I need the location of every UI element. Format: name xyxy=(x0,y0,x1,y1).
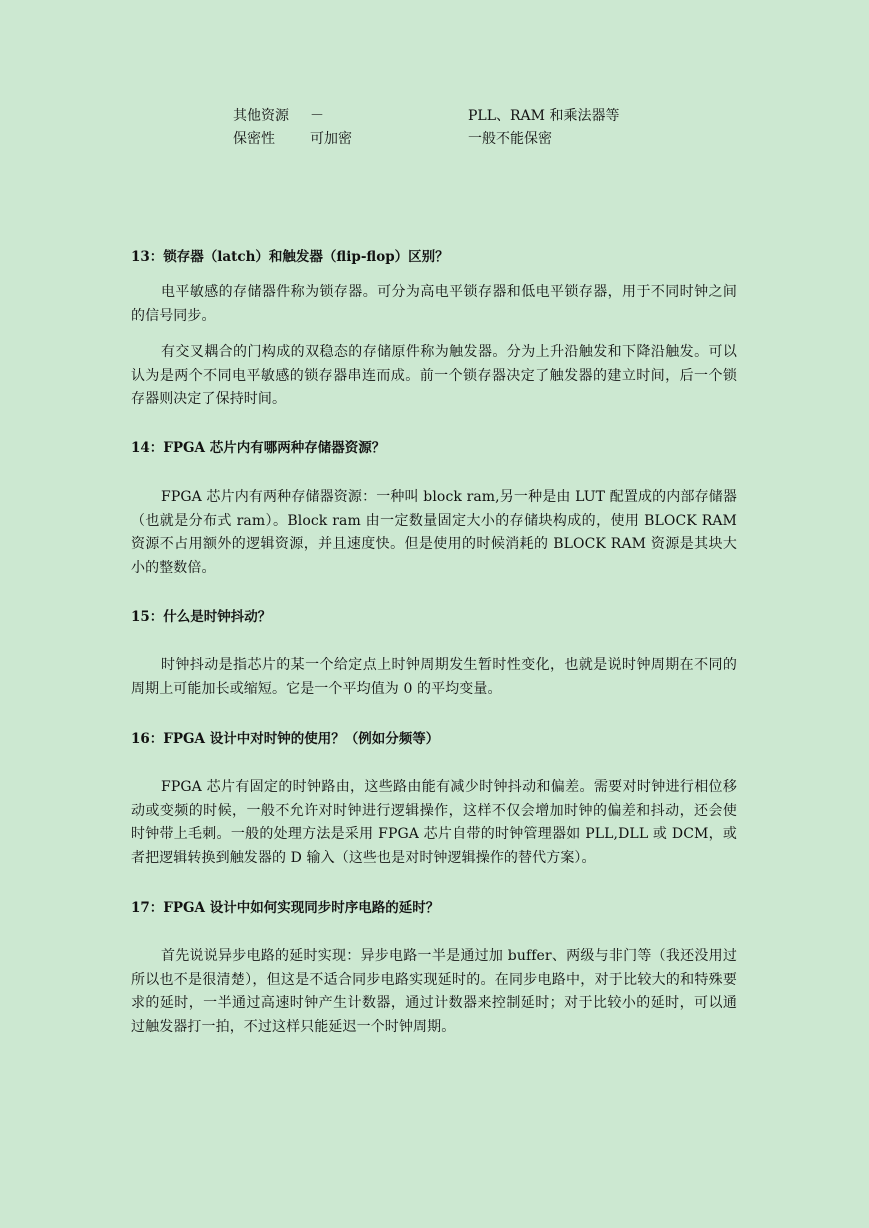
section-13-paragraph-1: 电平敏感的存储器件称为锁存器。可分为高电平锁存器和低电平锁存器，用于不同时钟之间的信号同步。 xyxy=(131,284,737,324)
table-row xyxy=(0,105,869,127)
section-heading-14: 14：FPGA 芯片内有哪两种存储器资源？ xyxy=(131,440,386,456)
section-heading-13: 13：锁存器（latch）和触发器（flip-flop）区别？ xyxy=(131,249,449,265)
section-heading-16: 16：FPGA 设计中对时钟的使用？（例如分频等） xyxy=(131,731,440,747)
section-heading-17: 17：FPGA 设计中如何实现同步时序电路的延时？ xyxy=(131,900,440,916)
section-17-paragraph-1: 首先说说异步电路的延时实现：异步电路一半是通过加 buffer、两级与非门等（我还没用过所以也不是很清楚），但这是不适合同步电路实现延时的。在同步电路中，对于比较大的和特殊要求的延时，一半通过高速时钟产生计数器，通过计数器来控制延时；对于比较小的延时，可以通过触发器打一拍，不过这样只能延迟一个时钟周期。 xyxy=(131,948,737,1035)
table-cell-resource-label: 保密性 xyxy=(233,131,275,147)
section-15-paragraph-1: 时钟抖动是指芯片的某一个给定点上时钟周期发生暂时性变化，也就是说时钟周期在不同的周期上可能加长或缩短。它是一个平均值为 0 的平均变量。 xyxy=(131,657,737,697)
section-16-paragraph-1: FPGA 芯片有固定的时钟路由，这些路由能有减少时钟抖动和偏差。需要对时钟进行相位移动或变频的时候，一般不允许对时钟进行逻辑操作，这样不仅会增加时钟的偏差和抖动，还会使时钟带上毛刺。一般的处理方法是采用 FPGA 芯片自带的时钟管理器如 PLL,DLL 或 DCM，或者把逻辑转换到触发器的 D 输入（这些也是对时钟逻辑操作的替代方案）。 xyxy=(131,779,737,866)
section-heading-15: 15：什么是时钟抖动？ xyxy=(131,609,272,625)
table-row xyxy=(0,128,869,150)
section-14-paragraph-1: FPGA 芯片内有两种存储器资源：一种叫 block ram,另一种是由 LUT 配置成的内部存储器（也就是分布式 ram）。Block ram 由一定数量固定大小的存储块构成的，使用 BLOCK RAM 资源不占用额外的逻辑资源，并且速度快。但是使用的时候消耗的 BLOCK RAM 资源是其块大小的整数倍。 xyxy=(131,489,737,576)
table-cell-resource-label: 其他资源 xyxy=(233,108,289,124)
table-cell-cpld-value: － xyxy=(310,108,324,124)
table-cell-fpga-value: 一般不能保密 xyxy=(468,131,552,147)
table-cell-fpga-value: PLL、RAM 和乘法器等 xyxy=(468,108,620,124)
section-13-paragraph-2: 有交叉耦合的门构成的双稳态的存储原件称为触发器。分为上升沿触发和下降沿触发。可以认为是两个不同电平敏感的锁存器串连而成。前一个锁存器决定了触发器的建立时间，后一个锁存器则决定了保持时间。 xyxy=(131,344,737,407)
table-cell-cpld-value: 可加密 xyxy=(310,131,352,147)
